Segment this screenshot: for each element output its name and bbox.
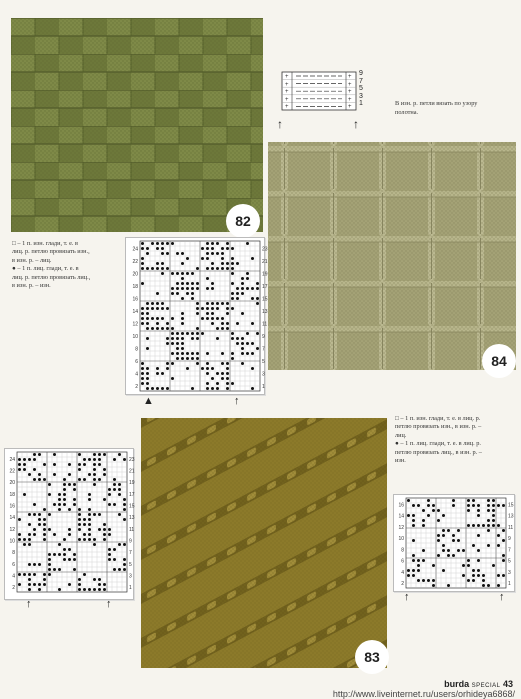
swatch-82 [11,18,263,232]
row-number: 10 [132,333,138,340]
row-number: 18 [9,491,15,498]
chart-84-row-labels: 9 7 5 3 1 [359,70,363,108]
footer-page-number: 43 [502,679,513,689]
row-number: 4 [135,371,138,378]
row-number: 15 [129,503,135,510]
row-number: 5 [262,358,265,365]
row-number: 9 [508,536,511,543]
row-number: 3 [129,573,132,580]
arrow-83-right-b: ↑ [499,591,505,603]
chart-84 [268,70,368,114]
pattern-number-82: 82 [226,204,260,238]
svg-text:+: + [348,82,352,88]
row-number: 2 [12,585,15,592]
svg-text:+: + [285,97,289,103]
row-number: 20 [9,480,15,487]
footer-brand: burda [444,679,470,689]
row-number: 6 [12,561,15,568]
row-number: 13 [129,515,135,522]
row-number: 3 [508,569,511,576]
chart-83-right [393,494,515,592]
row-number: 11 [508,524,514,531]
svg-text:+: + [285,89,289,95]
row-number: 4 [401,569,404,576]
row-number: 22 [9,468,15,475]
source-url: http://www.liveinternet.ru/users/orhideya6868/ [332,689,515,699]
row-number: 3 [262,371,265,378]
row-number: 23 [129,456,135,463]
swatch-84 [268,142,516,370]
svg-text:+: + [285,104,289,110]
row-number: 19 [262,271,268,278]
row-number: 14 [132,308,138,315]
row-number: 16 [398,502,404,509]
row-number: 9 [129,538,132,545]
svg-text:+: + [348,89,352,95]
row-number: 13 [508,513,514,520]
row-number: 6 [135,358,138,365]
row-number: 2 [401,581,404,588]
row-number: 10 [398,536,404,543]
arrow-83-right-a: ↑ [404,591,410,603]
arrow-82-left: ▲ [143,395,154,407]
row-number: 14 [398,513,404,520]
row-number: 11 [129,526,135,533]
note-84: В изн. р. петли вязать по узору полотна. [395,100,478,116]
row-number: 6 [401,558,404,565]
row-number: 2 [135,383,138,390]
chart-82 [125,237,268,395]
row-number: 24 [9,456,15,463]
row-number: 1 [508,581,511,588]
row-number: 1 [129,585,132,592]
row-number: 8 [135,346,138,353]
svg-text:+: + [348,74,352,80]
footer-special: SPECIAL [471,683,501,689]
pattern-number-83: 83 [355,640,389,674]
pattern-number-84: 84 [482,344,516,378]
row-number: 16 [132,296,138,303]
row-number: 1 [262,383,265,390]
row-number: 5 [508,558,511,565]
row-number: 7 [129,550,132,557]
row-number: 18 [132,283,138,290]
row-number: 4 [12,573,15,580]
row-number: 12 [9,526,15,533]
row-number: 16 [9,503,15,510]
row-number: 13 [262,308,268,315]
row-number: 15 [262,296,268,303]
row-number: 11 [262,321,268,328]
arrow-82-right: ↑ [234,395,240,407]
row-number: 5 [129,561,132,568]
row-number: 12 [398,524,404,531]
row-number: 17 [262,283,268,290]
legend-82: □ – 1 п. изн. глади, т. е. в лиц. р. петлю провязать изн., в изн. р. – лиц. ● – 1 п. лиц. глади, т. е. в лиц. р. петлю провязать лиц., в изн. р. – изн. [12,240,91,290]
page-footer [444,679,513,689]
arrow-83-left-b: ↑ [106,598,112,610]
arrow-84-right: ↑ [353,117,359,131]
row-number: 21 [262,258,268,265]
legend-83: □ – 1 п. изн. глади, т. е. в лиц. р. петлю провязать изн., в изн. р. – лиц. ● – 1 п. лиц. глади, т. е. в лиц. р. петлю провязать лиц., в изн. р. – изн. [395,415,482,465]
row-number: 10 [9,538,15,545]
row-number: 7 [262,346,265,353]
row-number: 8 [12,550,15,557]
chart-83-left [4,448,134,600]
row-number: 12 [132,321,138,328]
row-number: 21 [129,468,135,475]
svg-text:+: + [285,82,289,88]
arrow-84-left: ↑ [277,117,283,131]
row-number: 7 [508,547,511,554]
row-number: 19 [129,480,135,487]
row-number: 24 [132,246,138,253]
svg-text:+: + [285,74,289,80]
arrow-83-left-a: ↑ [26,598,32,610]
row-number: 22 [132,258,138,265]
row-number: 23 [262,246,268,253]
row-number: 20 [132,271,138,278]
svg-text:+: + [348,97,352,103]
row-number: 8 [401,547,404,554]
swatch-83 [141,418,387,668]
row-number: 9 [262,333,265,340]
row-number: 17 [129,491,135,498]
svg-text:+: + [348,104,352,110]
row-number: 15 [508,502,514,509]
row-number: 14 [9,515,15,522]
